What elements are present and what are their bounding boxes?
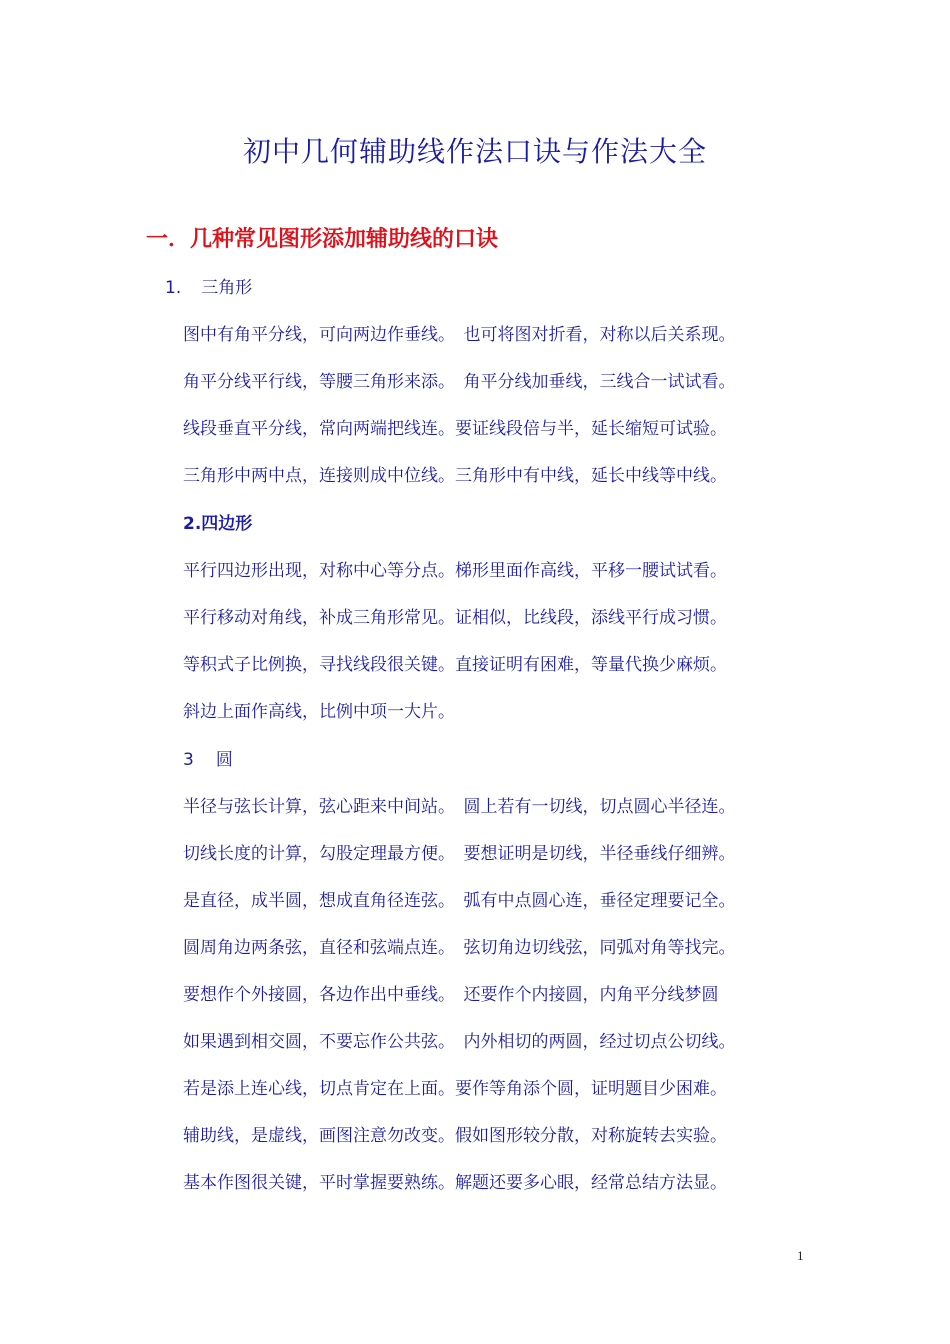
subsection-label: 三角形 bbox=[201, 278, 253, 298]
verse-line: 平行移动对角线，补成三角形常见。证相似，比线段，添线平行成习惯。 bbox=[183, 608, 727, 628]
verse-line: 是直径，成半圆，想成直角径连弦。 弧有中点圆心连，垂径定理要记全。 bbox=[183, 891, 736, 911]
subsection-label: 四边形 bbox=[201, 514, 253, 534]
verse-line: 辅助线，是虚线，画图注意勿改变。假如图形较分散，对称旋转去实验。 bbox=[183, 1126, 727, 1146]
page-number: 1 bbox=[797, 1248, 804, 1263]
subsection-number: 2. bbox=[183, 514, 202, 534]
verse-line: 斜边上面作高线，比例中项一大片。 bbox=[183, 702, 455, 722]
verse-line: 基本作图很关键，平时掌握要熟练。解题还要多心眼，经常总结方法显。 bbox=[183, 1173, 727, 1193]
verse-line: 若是添上连心线，切点肯定在上面。要作等角添个圆，证明题目少困难。 bbox=[183, 1079, 727, 1099]
verse-line: 线段垂直平分线，常向两端把线连。要证线段倍与半，延长缩短可试验。 bbox=[183, 419, 727, 439]
verse-line: 半径与弦长计算，弦心距来中间站。 圆上若有一切线，切点圆心半径连。 bbox=[183, 797, 736, 817]
verse-line: 要想作个外接圆，各边作出中垂线。 还要作个内接圆，内角平分线梦圆 bbox=[183, 985, 719, 1005]
verse-line: 角平分线平行线，等腰三角形来添。 角平分线加垂线，三线合一试试看。 bbox=[183, 372, 736, 392]
verse-line: 平行四边形出现，对称中心等分点。梯形里面作高线，平移一腰试试看。 bbox=[183, 561, 727, 581]
document-title: 初中几何辅助线作法口诀与作法大全 bbox=[242, 135, 707, 168]
subsection-heading-triangle bbox=[165, 273, 252, 298]
subsection-heading-quadrilateral bbox=[183, 509, 252, 534]
section-heading-1: 一．几种常见图形添加辅助线的口诀 bbox=[146, 227, 499, 252]
verse-line: 如果遇到相交圆，不要忘作公共弦。 内外相切的两圆，经过切点公切线。 bbox=[183, 1032, 736, 1052]
subsection-label: 圆 bbox=[215, 750, 233, 770]
verse-line: 切线长度的计算，勾股定理最方便。 要想证明是切线，半径垂线仔细辨。 bbox=[183, 844, 736, 864]
subsection-heading-circle bbox=[183, 745, 233, 770]
verse-line: 三角形中两中点，连接则成中位线。三角形中有中线，延长中线等中线。 bbox=[183, 466, 727, 486]
verse-line: 圆周角边两条弦，直径和弦端点连。 弦切角边切线弦，同弧对角等找完。 bbox=[183, 938, 736, 958]
verse-line: 图中有角平分线，可向两边作垂线。 也可将图对折看，对称以后关系现。 bbox=[183, 325, 736, 345]
verse-line: 等积式子比例换，寻找线段很关键。直接证明有困难，等量代换少麻烦。 bbox=[183, 655, 727, 675]
subsection-number: 1. bbox=[165, 278, 182, 298]
subsection-number: 3 bbox=[183, 750, 194, 770]
